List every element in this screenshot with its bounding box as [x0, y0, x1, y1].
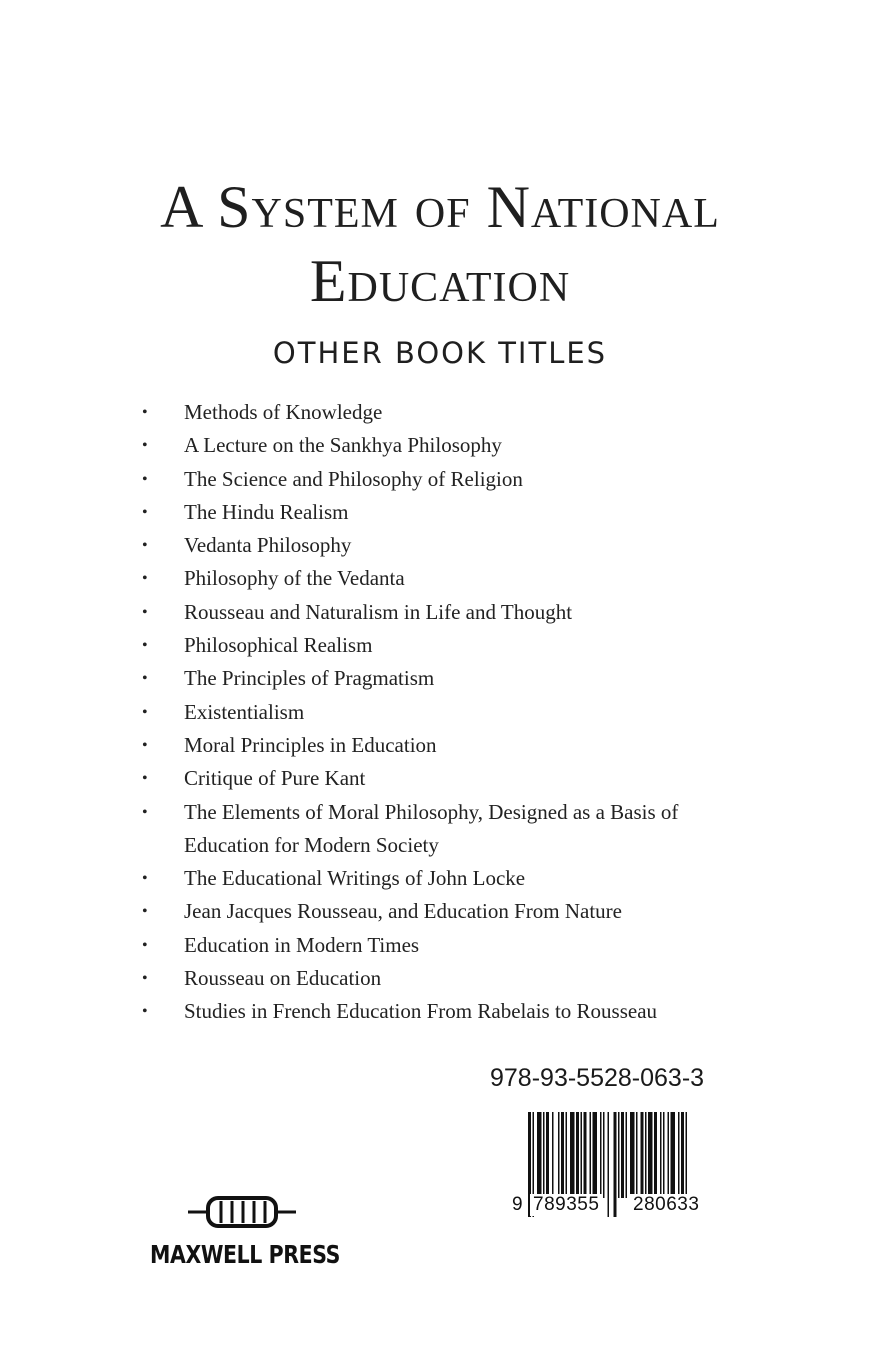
- barcode-bar: [576, 1112, 579, 1198]
- resistor-logo-icon: [188, 1193, 296, 1231]
- barcode-bar: [654, 1112, 657, 1198]
- barcode-bar: [603, 1112, 605, 1198]
- book-list-item: • Philosophical Realism: [140, 629, 740, 662]
- book-list-item: • Rousseau and Naturalism in Life and Thought: [140, 596, 740, 629]
- other-titles-heading: OTHER BOOK TITLES: [272, 336, 608, 370]
- book-list-item: • Critique of Pure Kant: [140, 762, 740, 795]
- barcode-bar: [552, 1112, 554, 1198]
- barcode-bar: [593, 1112, 598, 1198]
- barcode-bar: [626, 1112, 628, 1198]
- barcode-bar: [581, 1112, 583, 1198]
- barcode-bar: [630, 1112, 635, 1198]
- barcode-bar: [681, 1112, 684, 1198]
- book-list-item: • The Hindu Realism: [140, 496, 740, 529]
- book-list-item: • Philosophy of the Vedanta: [140, 562, 740, 595]
- barcode-bar: [641, 1112, 644, 1198]
- barcode-bar: [671, 1112, 676, 1198]
- barcode-bar: [558, 1112, 560, 1198]
- barcode-digits: [508, 1194, 738, 1220]
- barcode-bar: [600, 1112, 602, 1198]
- book-list-item: • The Elements of Moral Philosophy, Designed as a Basis of Education for Modern Society: [140, 796, 740, 863]
- barcode-bar: [621, 1112, 624, 1198]
- book-title-line-2: Education: [309, 248, 571, 315]
- book-list-item: • Moral Principles in Education: [140, 729, 740, 762]
- barcode-bar: [618, 1112, 620, 1198]
- barcode-digits-left: 789355: [530, 1194, 602, 1216]
- book-list-item: • Education in Modern Times: [140, 929, 740, 962]
- barcode-bar: [537, 1112, 542, 1198]
- barcode-digit-prefix: 9: [512, 1194, 523, 1215]
- barcode-bar: [561, 1112, 564, 1198]
- barcode-bar: [543, 1112, 545, 1198]
- barcode-bar: [668, 1112, 670, 1198]
- publisher-name: MAXWELL PRESS: [150, 1240, 341, 1269]
- book-list-item: • Rousseau on Education: [140, 962, 740, 995]
- book-list-item: • The Science and Philosophy of Religion: [140, 463, 740, 496]
- book-list-item: • Vedanta Philosophy: [140, 529, 740, 562]
- barcode-bar: [645, 1112, 647, 1198]
- barcode-bar: [686, 1112, 688, 1198]
- barcode-bar: [546, 1112, 549, 1198]
- barcode-bar: [648, 1112, 653, 1198]
- barcode-bar: [570, 1112, 575, 1198]
- book-list-item: • Studies in French Education From Rabelais to Rousseau: [140, 995, 740, 1028]
- book-list-item: • Jean Jacques Rousseau, and Education From Nature: [140, 895, 740, 928]
- book-list-item: • A Lecture on the Sankhya Philosophy: [140, 429, 740, 462]
- barcode-bar: [566, 1112, 568, 1198]
- book-title: [0, 170, 880, 318]
- book-list-item: • The Educational Writings of John Locke: [140, 862, 740, 895]
- barcode-bar: [663, 1112, 665, 1198]
- book-list-item: • Methods of Knowledge: [140, 396, 740, 429]
- barcode-bar: [590, 1112, 592, 1198]
- book-title-line-1: A System of National: [160, 174, 720, 241]
- barcode-digits-right: 280633: [630, 1194, 702, 1216]
- book-list-item: • The Principles of Pragmatism: [140, 662, 740, 695]
- barcode-bar: [584, 1112, 587, 1198]
- barcode-bar: [678, 1112, 680, 1198]
- book-list-item: • Existentialism: [140, 696, 740, 729]
- other-titles-list: [140, 396, 740, 1029]
- isbn-text: 978-93-5528-063-3: [490, 1064, 705, 1092]
- barcode-bar: [636, 1112, 638, 1198]
- barcode-bar: [660, 1112, 662, 1198]
